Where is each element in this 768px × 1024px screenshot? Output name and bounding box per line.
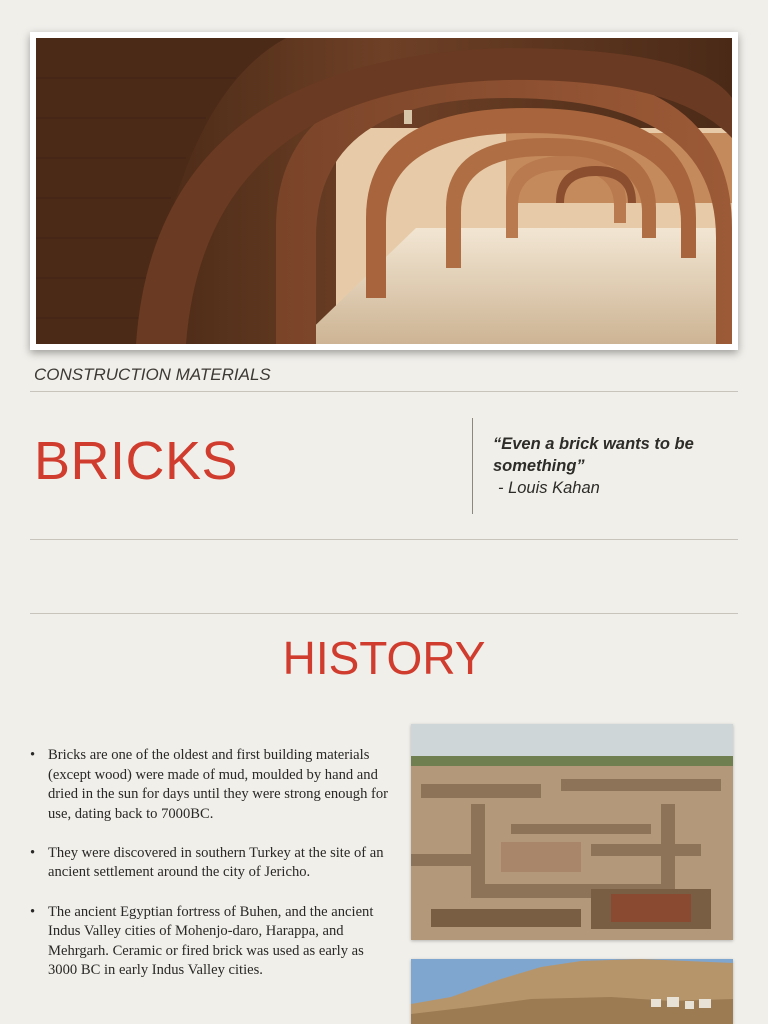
section-subtitle: CONSTRUCTION MATERIALS	[34, 365, 271, 384]
divider-line	[30, 391, 738, 392]
ruins-photo	[411, 724, 733, 940]
page-title: BRICKS	[34, 431, 239, 491]
list-item	[30, 844, 392, 883]
bullet-text: The ancient Egyptian fortress of Buhen, and the ancient Indus Valley cities of Mohenjo-daro, Harappa, and Mehrgarh. Ceramic or fired brick was used as early as 3000 BC in early Indus Valley cities.	[48, 903, 374, 979]
quote-block	[493, 433, 728, 499]
list-item	[30, 746, 392, 824]
bullet-text: They were discovered in southern Turkey at the site of an ancient settlement around the city of Jericho.	[48, 844, 384, 881]
bullet-icon: •	[30, 903, 36, 920]
bullet-icon: •	[30, 747, 36, 763]
quote-text: “Even a brick wants to be something”	[493, 435, 694, 475]
history-bullet-list	[30, 746, 392, 1000]
cliffs-photo	[411, 959, 733, 1024]
list-item	[30, 903, 392, 981]
divider-line	[30, 539, 738, 540]
vertical-divider	[472, 418, 473, 514]
quote-author: - Louis Kahan	[498, 479, 600, 497]
history-heading: HISTORY	[282, 632, 486, 684]
bullet-icon: •	[30, 844, 36, 861]
hero-photo-frame	[30, 32, 738, 350]
hero-arches-photo	[36, 38, 732, 344]
divider-line	[30, 613, 738, 614]
bullet-text: Bricks are one of the oldest and first building materials (except wood) were made of mud, moulded by hand and dried in the sun for days until they were strong enough for use, dating back to 7000BC.	[48, 747, 389, 822]
